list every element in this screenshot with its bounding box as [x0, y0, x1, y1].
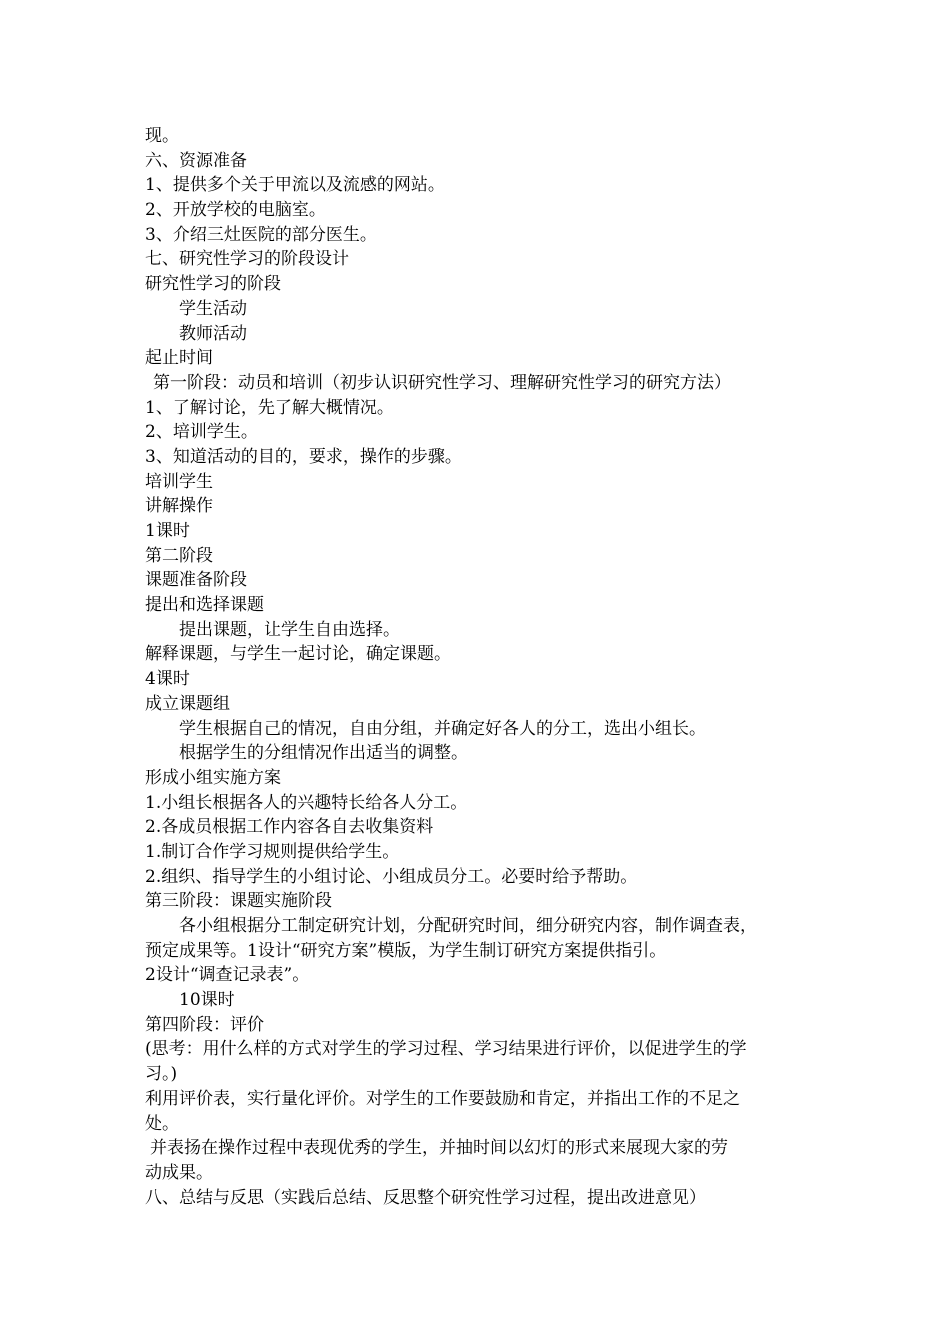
text-line: 第三阶段：课题实施阶段	[145, 891, 332, 912]
text-line: 动成果。	[145, 1162, 213, 1183]
text-line: 预定成果等。1设计“研究方案”模版，为学生制订研究方案提供指引。	[145, 940, 667, 961]
text-line: 学生活动	[179, 298, 247, 319]
text-line: 学生根据自己的情况，自由分组，并确定好各人的分工，选出小组长。	[179, 718, 706, 739]
text-line: 研究性学习的阶段	[145, 274, 281, 295]
text-line: 课题准备阶段	[145, 570, 247, 591]
text-line: 根据学生的分组情况作出适当的调整。	[179, 743, 468, 764]
text-line: 2、开放学校的电脑室。	[145, 200, 326, 221]
section-heading: 七、研究性学习的阶段设计	[145, 249, 349, 270]
text-line: 1.制订合作学习规则提供给学生。	[145, 841, 400, 862]
text-line: 1、提供多个关于甲流以及流感的网站。	[145, 175, 445, 196]
text-line: 第一阶段：动员和培训（初步认识研究性学习、理解研究性学习的研究方法）	[153, 372, 731, 393]
text-line: 2.各成员根据工作内容各自去收集资料	[145, 817, 434, 838]
text-line: 1课时	[145, 521, 190, 541]
text-line: 4课时	[145, 669, 190, 690]
section-heading: 六、资源准备	[145, 150, 247, 171]
text-line: 3、知道活动的目的，要求，操作的步骤。	[145, 446, 462, 467]
text-line: 利用评价表，实行量化评价。对学生的工作要鼓励和肯定，并指出工作的不足之	[145, 1088, 740, 1109]
text-line: 习。)	[145, 1064, 178, 1085]
text-line: 2设计“调查记录表”。	[145, 965, 310, 986]
text-line: 起止时间	[145, 348, 213, 369]
text-line: 处。	[145, 1113, 179, 1134]
text-line: 提出课题，让学生自由选择。	[179, 619, 400, 640]
text-line: 2.组织、指导学生的小组讨论、小组成员分工。必要时给予帮助。	[145, 866, 638, 887]
text-line: 培训学生	[145, 471, 213, 492]
section-heading: 八、总结与反思（实践后总结、反思整个研究性学习过程，提出改进意见）	[145, 1187, 706, 1208]
text-line: 成立课题组	[145, 693, 230, 714]
text-line: 第二阶段	[145, 545, 213, 566]
text-line: 解释课题，与学生一起讨论，确定课题。	[145, 644, 451, 665]
document-body	[145, 124, 810, 1210]
text-line: 10课时	[179, 990, 235, 1011]
text-line: 各小组根据分工制定研究计划，分配研究时间，细分研究内容，制作调查表，	[179, 916, 757, 936]
text-line: 提出和选择课题	[145, 595, 264, 616]
text-line: 1、了解讨论，先了解大概情况。	[145, 397, 394, 418]
text-line: 2、培训学生。	[145, 422, 258, 443]
text-line: 3、介绍三灶医院的部分医生。	[145, 224, 377, 245]
text-line: 第四阶段：评价	[145, 1014, 264, 1035]
text-line: 并表扬在操作过程中表现优秀的学生，并抽时间以幻灯的形式来展现大家的劳	[150, 1138, 728, 1159]
text-line: 教师活动	[179, 323, 247, 344]
text-line: 形成小组实施方案	[145, 767, 281, 788]
text-line: 1.小组长根据各人的兴趣特长给各人分工。	[145, 792, 468, 813]
text-line: (思考：用什么样的方式对学生的学习过程、学习结果进行评价，以促进学生的学	[145, 1039, 747, 1060]
text-line: 讲解操作	[145, 496, 213, 517]
text-line: 现。	[145, 126, 179, 146]
